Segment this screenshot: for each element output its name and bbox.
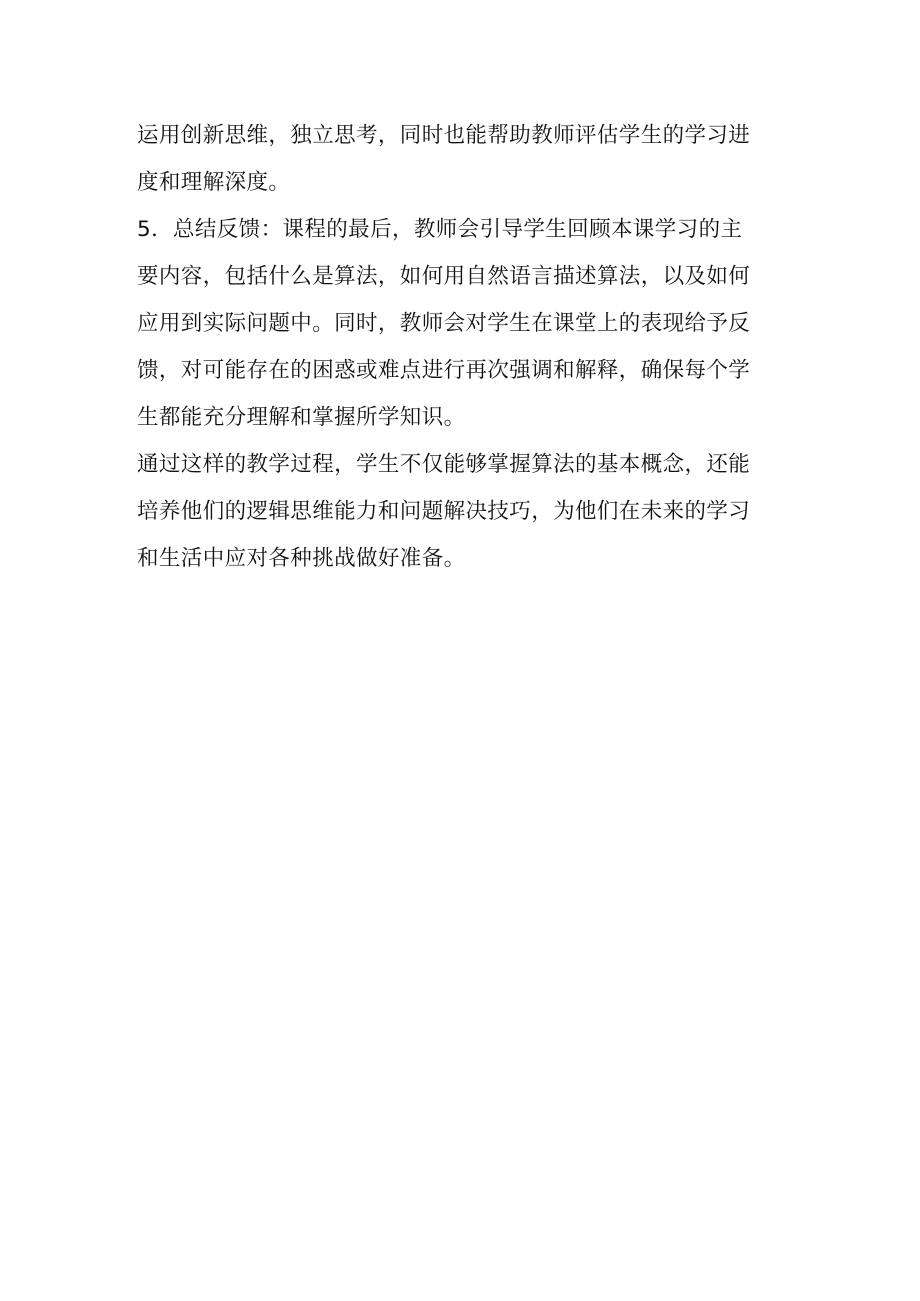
text-line: 应用到实际问题中。同时，教师会对学生在课堂上的表现给予反	[137, 311, 751, 336]
text-line: 要内容，包括什么是算法，如何用自然语言描述算法，以及如何	[137, 264, 751, 289]
text-line: 生都能充分理解和掌握所学知识。	[137, 405, 466, 430]
text-line: 度和理解深度。	[137, 170, 291, 195]
text-line: 和生活中应对各种挑战做好准备。	[137, 546, 466, 571]
paragraph-summary-feedback	[137, 206, 787, 441]
text-line: 5．总结反馈：课程的最后，教师会引导学生回顾本课学习的主	[137, 217, 743, 242]
text-line: 通过这样的教学过程，学生不仅能够掌握算法的基本概念，还能	[137, 452, 751, 477]
document-body	[137, 112, 787, 582]
paragraph-continuation	[137, 112, 787, 206]
text-line: 馈，对可能存在的困惑或难点进行再次强调和解释，确保每个学	[137, 358, 751, 383]
paragraph-conclusion	[137, 441, 787, 582]
text-line: 培养他们的逻辑思维能力和问题解决技巧，为他们在未来的学习	[137, 499, 751, 524]
text-line: 运用创新思维，独立思考，同时也能帮助教师评估学生的学习进	[137, 123, 751, 148]
